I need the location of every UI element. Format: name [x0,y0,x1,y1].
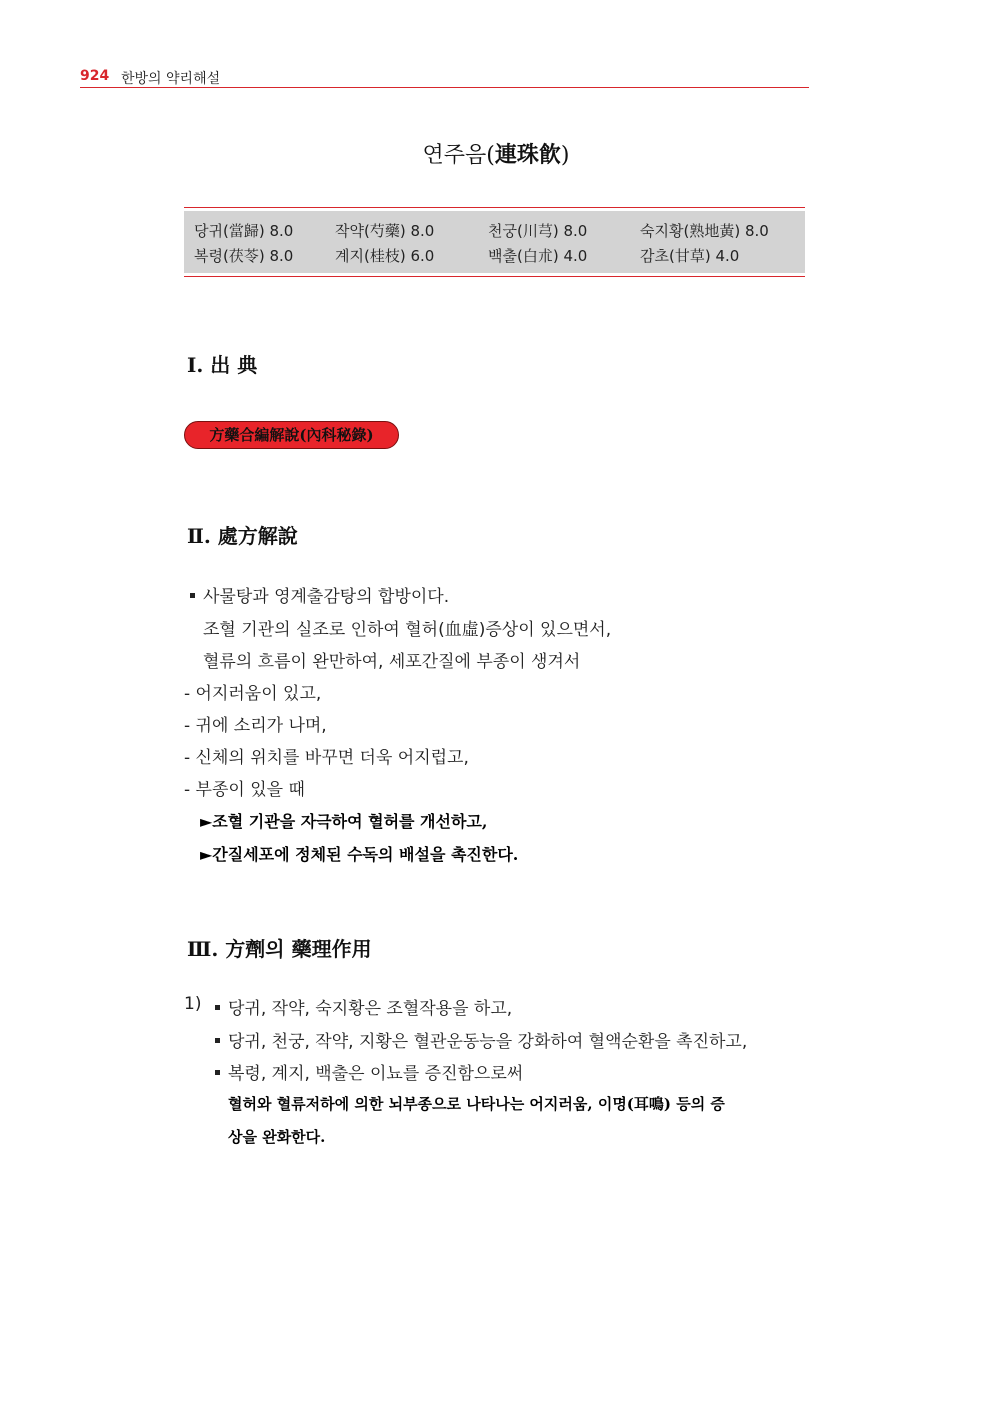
pharmacology-bullet [215,1027,747,1052]
square-bullet-icon [215,1005,220,1010]
prescription-title [0,138,992,169]
running-title: 한방의 약리해설 [121,71,221,87]
ingredient: 작약(芍藥) 8.0 [335,222,435,240]
explanation-line: 조혈 기관의 실조로 인하여 혈허(血虛)증상이 있으면서, [203,620,612,640]
ingredients-rule-top [184,207,805,208]
ingredient: 당귀(當歸) 8.0 [194,222,294,240]
bullet-text: 사물탕과 영계출감탕의 합방이다. [203,587,450,607]
bullet-text: 당귀, 작약, 숙지황은 조혈작용을 하고, [228,999,513,1019]
symptom-item: - 부종이 있을 때 [184,780,305,800]
square-bullet-icon [190,593,195,598]
symptom-item: - 어지러움이 있고, [184,684,322,704]
pharmacology-conclusion: 혈허와 혈류저하에 의한 뇌부종으로 나타나는 어지러움, 이명(耳鳴) 등의 증 [228,1095,725,1113]
ingredient: 복령(茯苓) 8.0 [194,247,294,265]
pharmacology-conclusion: 상을 완화한다. [228,1128,326,1146]
ingredient: 계지(桂枝) 6.0 [335,247,435,265]
pharmacology-bullet [215,994,512,1019]
square-bullet-icon [215,1038,220,1043]
title-close: ) [560,143,570,168]
item-number: 1) [184,994,202,1014]
bullet-text: 당귀, 천궁, 작약, 지황은 혈관운동능을 강화하여 혈액순환을 촉진하고, [228,1032,748,1052]
symptom-item: - 신체의 위치를 바꾸면 더욱 어지럽고, [184,748,469,768]
ingredient: 천궁(川芎) 8.0 [488,222,588,240]
title-hanja: 連珠飮 [494,142,561,168]
section-heading-explanation: Ⅱ. 處方解說 [187,524,298,548]
ingredient: 감초(甘草) 4.0 [640,247,740,265]
ingredient: 숙지황(熟地黃) 8.0 [640,222,769,240]
effect-item: ►간질세포에 정체된 수독의 배설을 촉진한다. [200,845,519,864]
square-bullet-icon [215,1070,220,1075]
section-heading-source: Ⅰ. 出 典 [187,353,258,377]
ingredients-rule-bottom [184,276,805,277]
effect-item: ►조혈 기관을 자극하여 혈허를 개선하고, [200,812,488,831]
source-badge: 方藥合編解說(內科秘錄) [184,421,399,449]
ingredients-box [184,207,805,277]
explanation-line: 혈류의 흐름이 완만하여, 세포간질에 부종이 생겨서 [203,652,581,672]
page-number: 924 [80,68,110,84]
ingredient: 백출(白朮) 4.0 [488,247,588,265]
title-korean: 연주음( [422,143,495,168]
explanation-bullet [190,582,449,607]
pharmacology-bullet [215,1059,523,1084]
section-heading-pharmacology: Ⅲ. 方劑의 藥理作用 [187,937,372,961]
header-rule [80,87,809,88]
bullet-text: 복령, 계지, 백출은 이뇨를 증진함으로써 [228,1064,524,1084]
symptom-item: - 귀에 소리가 나며, [184,716,327,736]
